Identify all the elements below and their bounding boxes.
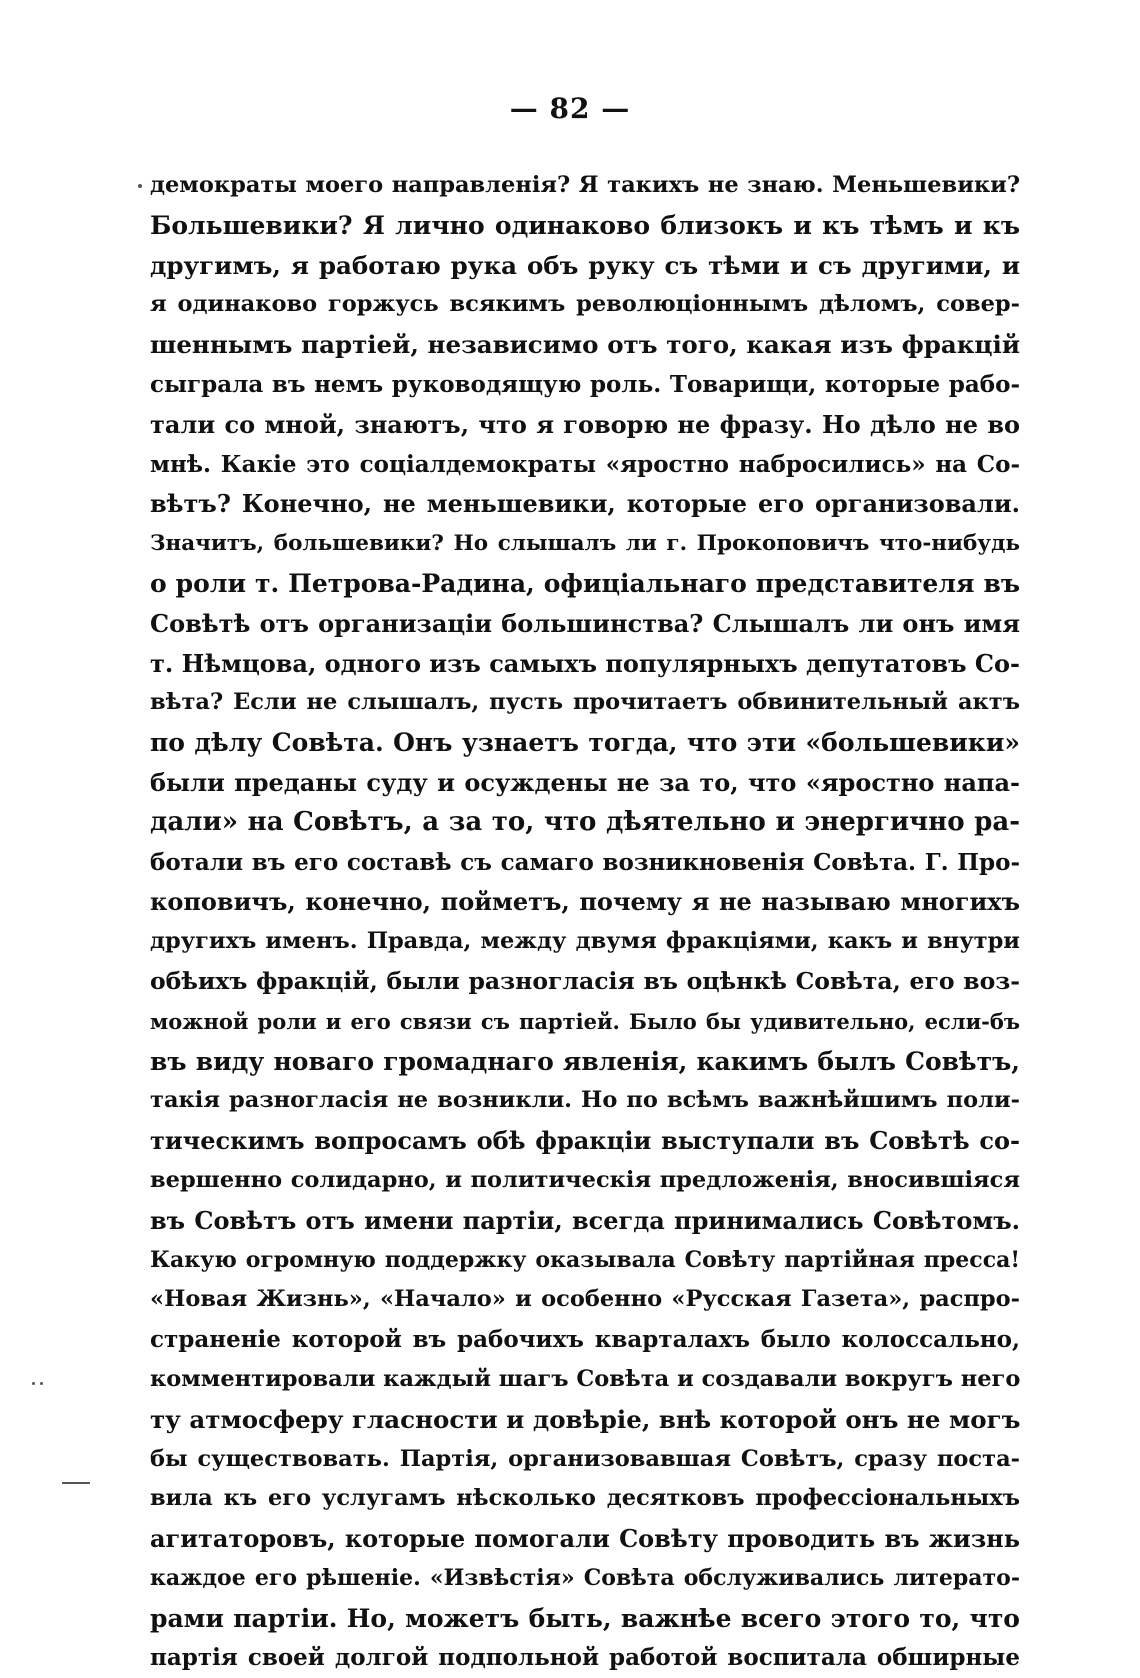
text-line: въ Совѣтъ отъ имени партіи, всегда принимались Совѣтомъ.	[150, 1205, 1020, 1235]
text-line: бы существовать. Партія, организовавшая Совѣтъ, сразу поста-	[150, 1445, 1020, 1472]
text-line: Совѣтѣ отъ организаціи большинства? Слышалъ ли онъ имя	[150, 608, 1020, 638]
text-line: были преданы суду и осуждены не за то, что «яростно напа-	[150, 767, 1020, 797]
text-line: я одинаково горжусь всякимъ революціоннымъ дѣломъ, совер-	[150, 291, 1020, 318]
text-line: вѣтъ? Конечно, не меньшевики, которые его организовали.	[150, 489, 1020, 519]
text-line: вила къ его услугамъ нѣсколько десятковъ профессіональныхъ	[150, 1485, 1020, 1512]
body-text	[150, 166, 1020, 1678]
text-line: ботали въ его составѣ съ самаго возникновенія Совѣта. Г. Про-	[150, 848, 1020, 876]
text-line: другихъ именъ. Правда, между двумя фракціями, какъ и внутри	[150, 928, 1020, 955]
text-line: Какую огромную поддержку оказывала Совѣту партійная пресса!	[150, 1246, 1020, 1273]
text-line: Значитъ, большевики? Но слышалъ ли г. Прокоповичъ что-нибудь	[150, 531, 1020, 557]
page-number: — 82 —	[509, 92, 631, 125]
text-line: вѣта? Если не слышалъ, пусть прочитаетъ обвинительный актъ	[150, 689, 1020, 716]
text-line: Большевики? Я лично одинаково близокъ и къ тѣмъ и къ	[150, 210, 1020, 240]
text-line: т. Нѣмцова, одного изъ самыхъ популярныхъ депутатовъ Со-	[150, 648, 1020, 678]
text-line: дали» на Совѣтъ, а за то, что дѣятельно и энергично ра-	[150, 806, 1020, 837]
text-line: страненіе которой въ рабочихъ кварталахъ было колоссально,	[150, 1326, 1020, 1354]
text-line: такія разногласія не возникли. Но по всѣмъ важнѣйшимъ поли-	[150, 1087, 1020, 1114]
text-line: другимъ, я работаю рука объ руку съ тѣми и съ другими, и	[150, 250, 1020, 280]
scan-speck	[32, 1382, 35, 1385]
text-line: обѣихъ фракцій, были разногласія въ оцѣнкѣ Совѣта, его воз-	[150, 966, 1020, 995]
text-line: каждое его рѣшеніе. «Извѣстія» Совѣта обслуживались литерато-	[150, 1564, 1020, 1591]
text-line: вершенно солидарно, и политическія предложенія, вносившіяся	[150, 1166, 1020, 1193]
text-line: сыграла въ немъ руководящую роль. Товарищи, которые рабо-	[150, 370, 1020, 398]
text-line: «Новая Жизнь», «Начало» и особенно «Русская Газета», распро-	[150, 1286, 1020, 1313]
text-line: мнѣ. Какіе это соціалдемократы «яростно набросились» на Со-	[150, 450, 1020, 478]
text-line: агитаторовъ, которые помогали Совѣту проводить въ жизнь	[150, 1524, 1020, 1554]
text-line: шеннымъ партіей, независимо отъ того, какая изъ фракцій	[150, 330, 1020, 360]
text-line: тали со мной, знаютъ, что я говорю не фразу. Но дѣло не во	[150, 409, 1020, 439]
scan-speck	[40, 1382, 43, 1385]
scan-speck	[138, 184, 142, 188]
scan-speck	[62, 1482, 90, 1484]
text-line: партія своей долгой подпольной работой воспитала обширные	[150, 1644, 1020, 1672]
text-line: въ виду новаго громаднаго явленія, какимъ былъ Совѣтъ,	[150, 1046, 1020, 1076]
text-line: о роли т. Петрова-Радина, офиціальнаго представителя въ	[150, 568, 1020, 598]
text-line: по дѣлу Совѣта. Онъ узнаетъ тогда, что эти «большевики»	[150, 728, 1020, 758]
text-line: тическимъ вопросамъ обѣ фракціи выступали въ Совѣтѣ со-	[150, 1126, 1020, 1156]
text-line: ту атмосферу гласности и довѣріе, внѣ которой онъ не могъ	[150, 1404, 1020, 1434]
text-line: можной роли и его связи съ партіей. Было бы удивительно, если-бъ	[150, 1008, 1020, 1034]
text-line: рами партіи. Но, можетъ быть, важнѣе всего этого то, что	[150, 1603, 1020, 1633]
text-line: коповичъ, конечно, пойметъ, почему я не называю многихъ	[150, 887, 1020, 917]
text-line: демократы моего направленія? Я такихъ не знаю. Меньшевики?	[150, 172, 1020, 198]
text-line: комментировали каждый шагъ Совѣта и создавали вокругъ него	[150, 1365, 1020, 1392]
